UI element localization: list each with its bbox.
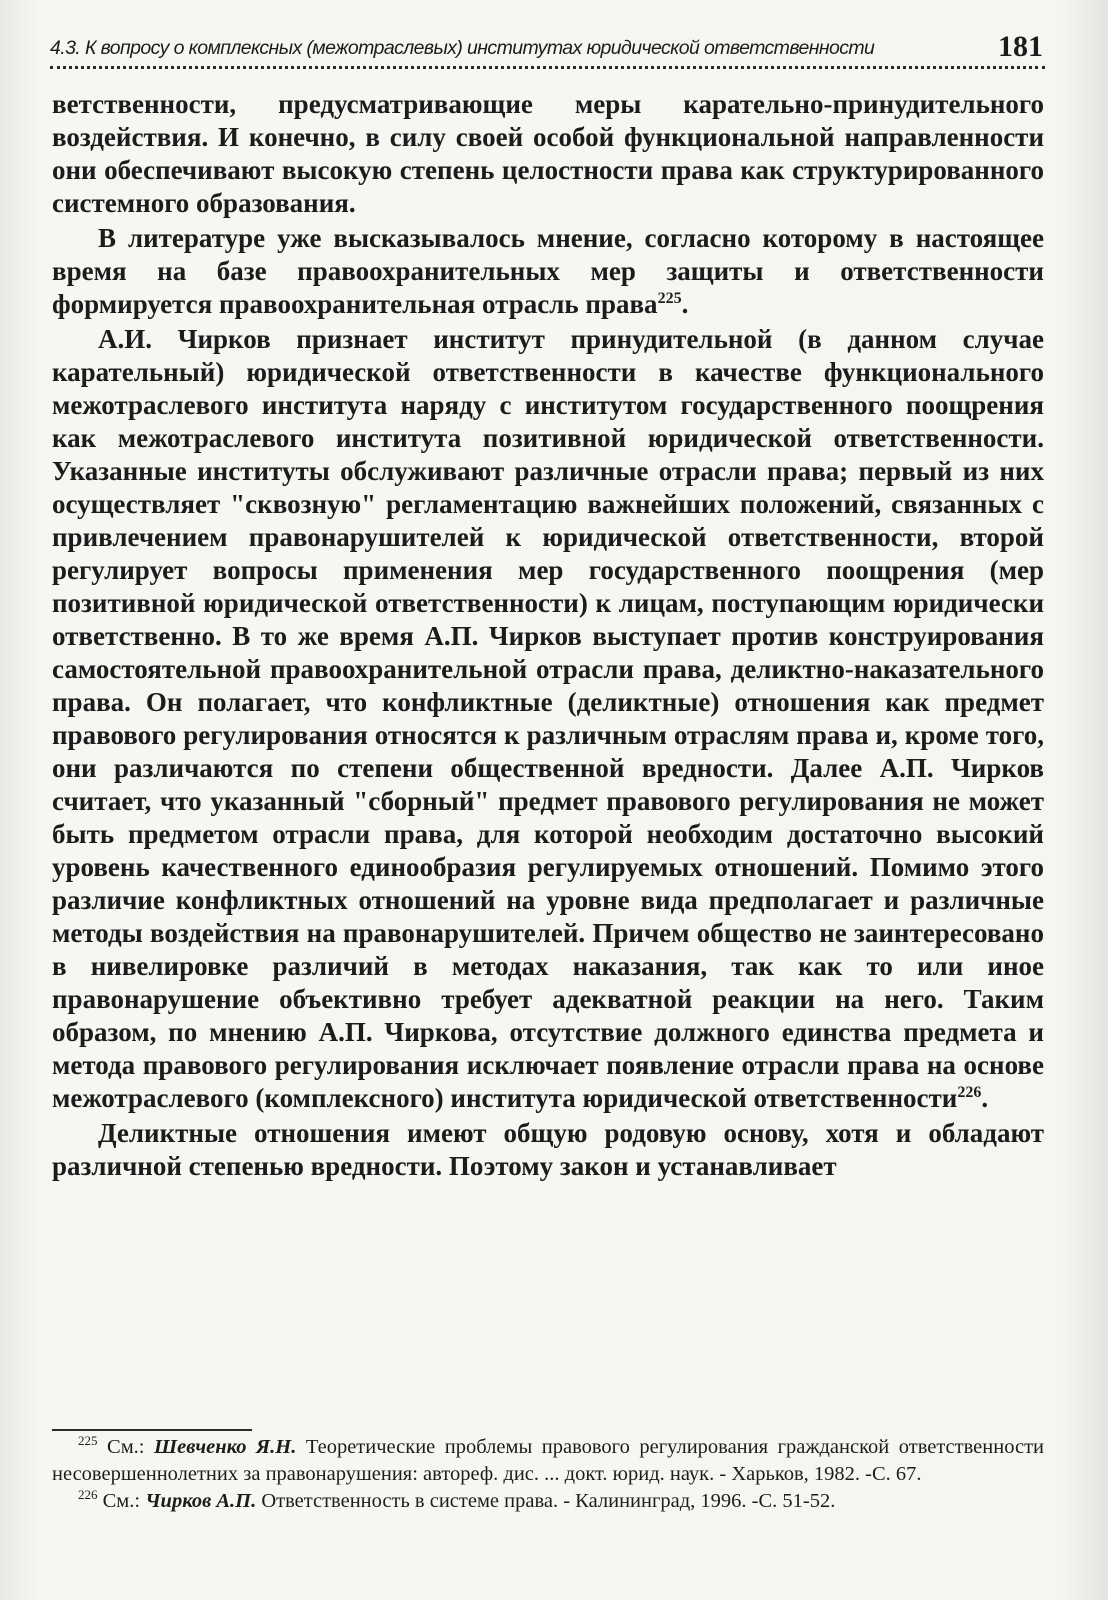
footnote-ref-226[interactable]: 226 (957, 1084, 982, 1101)
footnote-divider (52, 1429, 252, 1431)
footnote-225 (52, 1434, 1044, 1488)
footnote-text: Теоретические проблемы правового регулирования гражданской ответственности несовершеннолетних за правонарушения: автореф. дис. ... докт. юрид. наук. - Харьков, 1982. -С. 67. (52, 1436, 1045, 1485)
footnote-prefix: См.: (97, 1436, 155, 1458)
footnote-author: Чирков А.П. (145, 1490, 257, 1512)
footnote-number: 225 (78, 1433, 98, 1449)
running-header-title: 4.3. К вопросу о комплексных (межотраслевых) институтах юридической ответственности (50, 37, 875, 59)
footnote-author: Шевченко Я.Н. (154, 1436, 297, 1458)
paragraph-3-end: . (981, 1083, 989, 1113)
paragraph-2 (52, 222, 1044, 321)
paragraph-3 (52, 323, 1044, 1115)
paragraph-4 (52, 1117, 1044, 1183)
footnote-ref-225[interactable]: 225 (657, 290, 682, 307)
main-text (52, 88, 1044, 1183)
footnote-text: Ответственность в системе права. - Калининград, 1996. -С. 51-52. (256, 1490, 836, 1512)
paragraph-1-text: ветственности, предусматривающие меры карательно-принудительного воздействия. И конечно, в силу своей особой функциональной направленности они обеспечивают высокую степень целостности права как структурированного системного образования. (52, 89, 1044, 218)
footnote-number: 226 (78, 1487, 98, 1503)
footnotes (52, 1434, 1044, 1515)
paragraph-4-text: Деликтные отношения имеют общую родовую основу, хотя и обладают различной степенью вредности. Поэтому закон и устанавливает (52, 1118, 1044, 1181)
footnote-prefix: См.: (97, 1490, 146, 1512)
paragraph-2-text: В литературе уже высказывалось мнение, согласно которому в настоящее время на базе правоохранительных мер защиты и ответственности формируется правоохранительная отрасль права (52, 223, 1044, 319)
footnote-226 (52, 1488, 1044, 1515)
paragraph-2-end: . (681, 289, 689, 319)
page-number: 181 (998, 30, 1043, 63)
paragraph-1 (52, 88, 1044, 220)
paragraph-3-text: А.И. Чирков признает институт принудительной (в данном случае карательный) юридической ответственности в качестве функционального межотраслевого института наряду с институтом государственного поощрения как межотраслевого института позитивной юридической ответственности. Указанные институты обслуживают различные отрасли права; первый из них осуществляет "сквозную" регламентацию важнейших положений, связанных с привлечением правонарушителей к юридической ответственности, второй регулирует вопросы применения мер государственного поощрения (мер позитивной юридической ответственности) к лицам, поступающим юридически ответственно. В то же время А.П. Чирков выступает против конструирования самостоятельной правоохранительной отрасли права, деликтно-наказательного права. Он полагает, что конфликтные (деликтные) отношения как предмет правового регулирования относятся к различным отраслям права и, кроме того, они различаются по степени общественной вредности. Далее А.П. Чирков считает, что указанный "сборный" предмет правового регулирования не может быть предметом отрасли права, для которой необходим достаточно высокий уровень качественного единообразия регулируемых отношений. Помимо этого различие конфликтных отношений на уровне вида предполагает и различные методы воздействия на правонарушителей. Причем общество не заинтересовано в нивелировке различий в методах наказания, так как то или иное правонарушение объективно требует адекватной реакции на него. Таким образом, по мнению А.П. Чиркова, отсутствие должного единства предмета и метода правового регулирования исключает появление отрасли права на основе межотраслевого (комплексного) института юридической ответственности (52, 324, 1044, 1113)
running-header (50, 14, 1045, 69)
